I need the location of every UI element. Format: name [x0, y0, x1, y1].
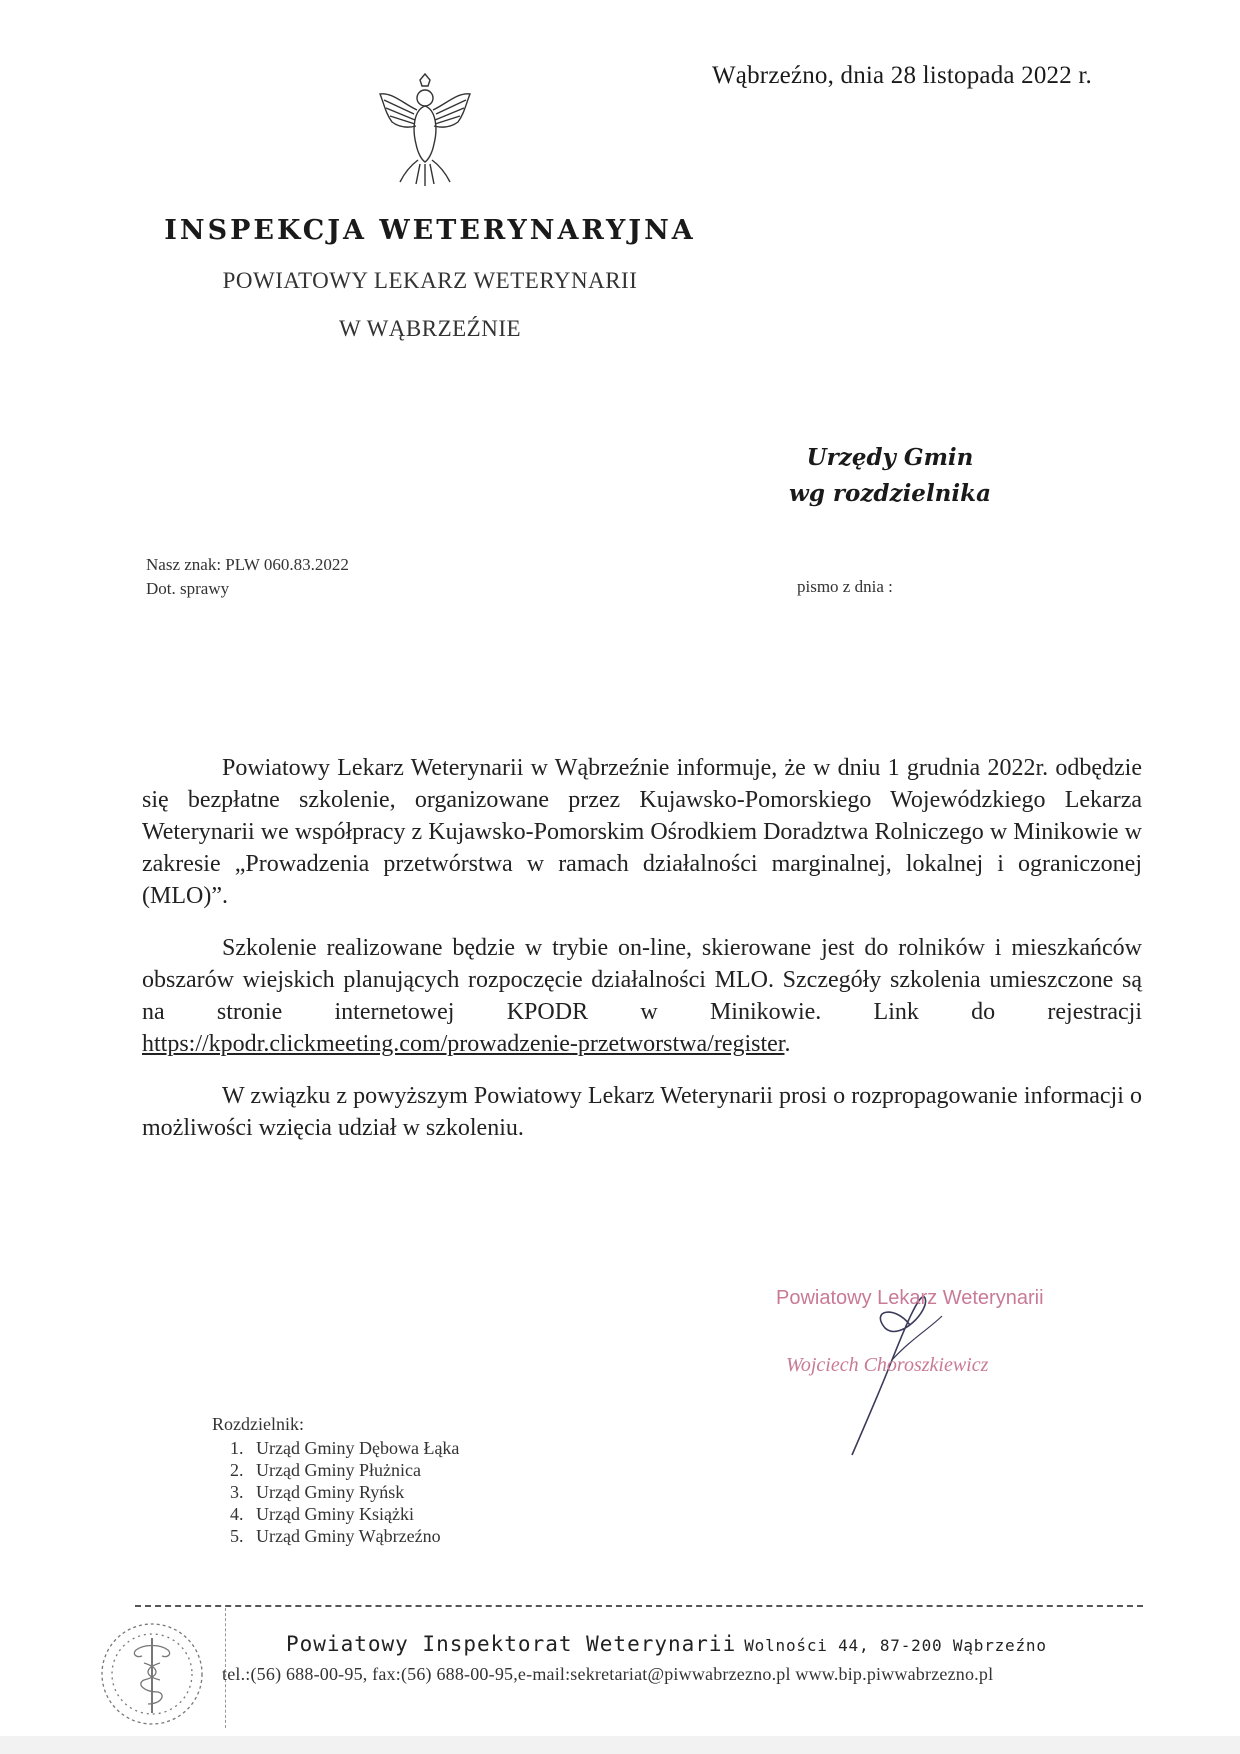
scan-bottom-edge — [0, 1736, 1240, 1754]
letter-body — [142, 752, 1142, 1164]
addressee-line: Urzędy Gmin — [806, 444, 974, 471]
addressee-block — [740, 440, 1040, 512]
list-item: 5. Urząd Gminy Wąbrzeźno — [248, 1525, 459, 1547]
our-reference: Nasz znak: PLW 060.83.2022 — [146, 555, 349, 574]
signature-title-stamp: Powiatowy Lekarz Weterynarii — [776, 1287, 1044, 1309]
footer-address: Wolności 44, 87-200 Wąbrzeźno — [744, 1636, 1047, 1655]
distribution-label: Rozdzielnik: — [212, 1414, 304, 1434]
signature-name-stamp: Wojciech Choroszkiewicz — [786, 1354, 989, 1376]
subject-reference: Dot. sprawy — [146, 579, 230, 598]
body-paragraph: Powiatowy Lekarz Weterynarii w Wąbrzeźnie informuje, że w dniu 1 grudnia 2022r. odbędzie się bezpłatne szkolenie, organizowane przez Kujawsko-Pomorskiego Wojewódzkiego Lekarza Weterynarii we współpracy z Kujawsko-Pomorskim Ośrodkiem Doradztwa Rolniczego w Minikowie w zakresie „Prowadzenia przetwórstwa w ramach działalności marginalnej, lokalnej i ograniczonej (MLO)”. — [142, 755, 1142, 909]
list-item: 1. Urząd Gminy Dębowa Łąka — [248, 1437, 459, 1459]
footer-institution-name: Powiatowy Inspektorat Weterynarii — [286, 1632, 737, 1656]
footer-divider — [135, 1605, 1143, 1607]
letter-date: Wąbrzeźno, dnia 28 listopada 2022 r. — [712, 62, 1093, 89]
body-paragraph: W związku z powyższym Powiatowy Lekarz Weterynarii prosi o rozpropagowanie informacji o możliwości wzięcia udział w szkoleniu. — [142, 1083, 1142, 1141]
body-paragraph-end: . — [784, 1031, 791, 1057]
eagle-emblem-icon — [370, 70, 480, 190]
caduceus-emblem-icon — [96, 1618, 208, 1730]
reference-block — [146, 553, 349, 601]
organization-location: W WĄBRZEŹNIE — [338, 316, 522, 341]
list-item: 2. Urząd Gminy Płużnica — [248, 1459, 459, 1481]
distribution-list — [212, 1413, 459, 1547]
letter-of-date: pismo z dnia : — [797, 577, 893, 596]
list-item: 4. Urząd Gminy Książki — [248, 1503, 459, 1525]
addressee-line: wg rozdzielnika — [789, 480, 991, 507]
organization-subtitle: POWIATOWY LEKARZ WETERYNARII — [222, 268, 638, 293]
organization-title: INSPEKCJA WETERYNARYJNA — [164, 215, 696, 246]
footer-contact: tel.:(56) 688-00-95, fax:(56) 688-00-95,e-mail:sekretariat@piwwabrzezno.pl www.bip.piwwabrzezno.pl — [222, 1664, 994, 1684]
body-paragraph — [142, 932, 1142, 1060]
footer-institution — [286, 1632, 1047, 1656]
list-item: 3. Urząd Gminy Ryńsk — [248, 1481, 459, 1503]
registration-link[interactable]: https://kpodr.clickmeeting.com/prowadzenie-przetworstwa/register — [142, 1031, 785, 1057]
body-paragraph-text: Szkolenie realizowane będzie w trybie on-line, skierowane jest do rolników i mieszkańców obszarów wiejskich planujących rozpoczęcie działalności MLO. Szczegóły szkolenia umieszczone są na stronie internetowej KPODR w Minikowie. Link do rejestracji — [142, 935, 1142, 1025]
